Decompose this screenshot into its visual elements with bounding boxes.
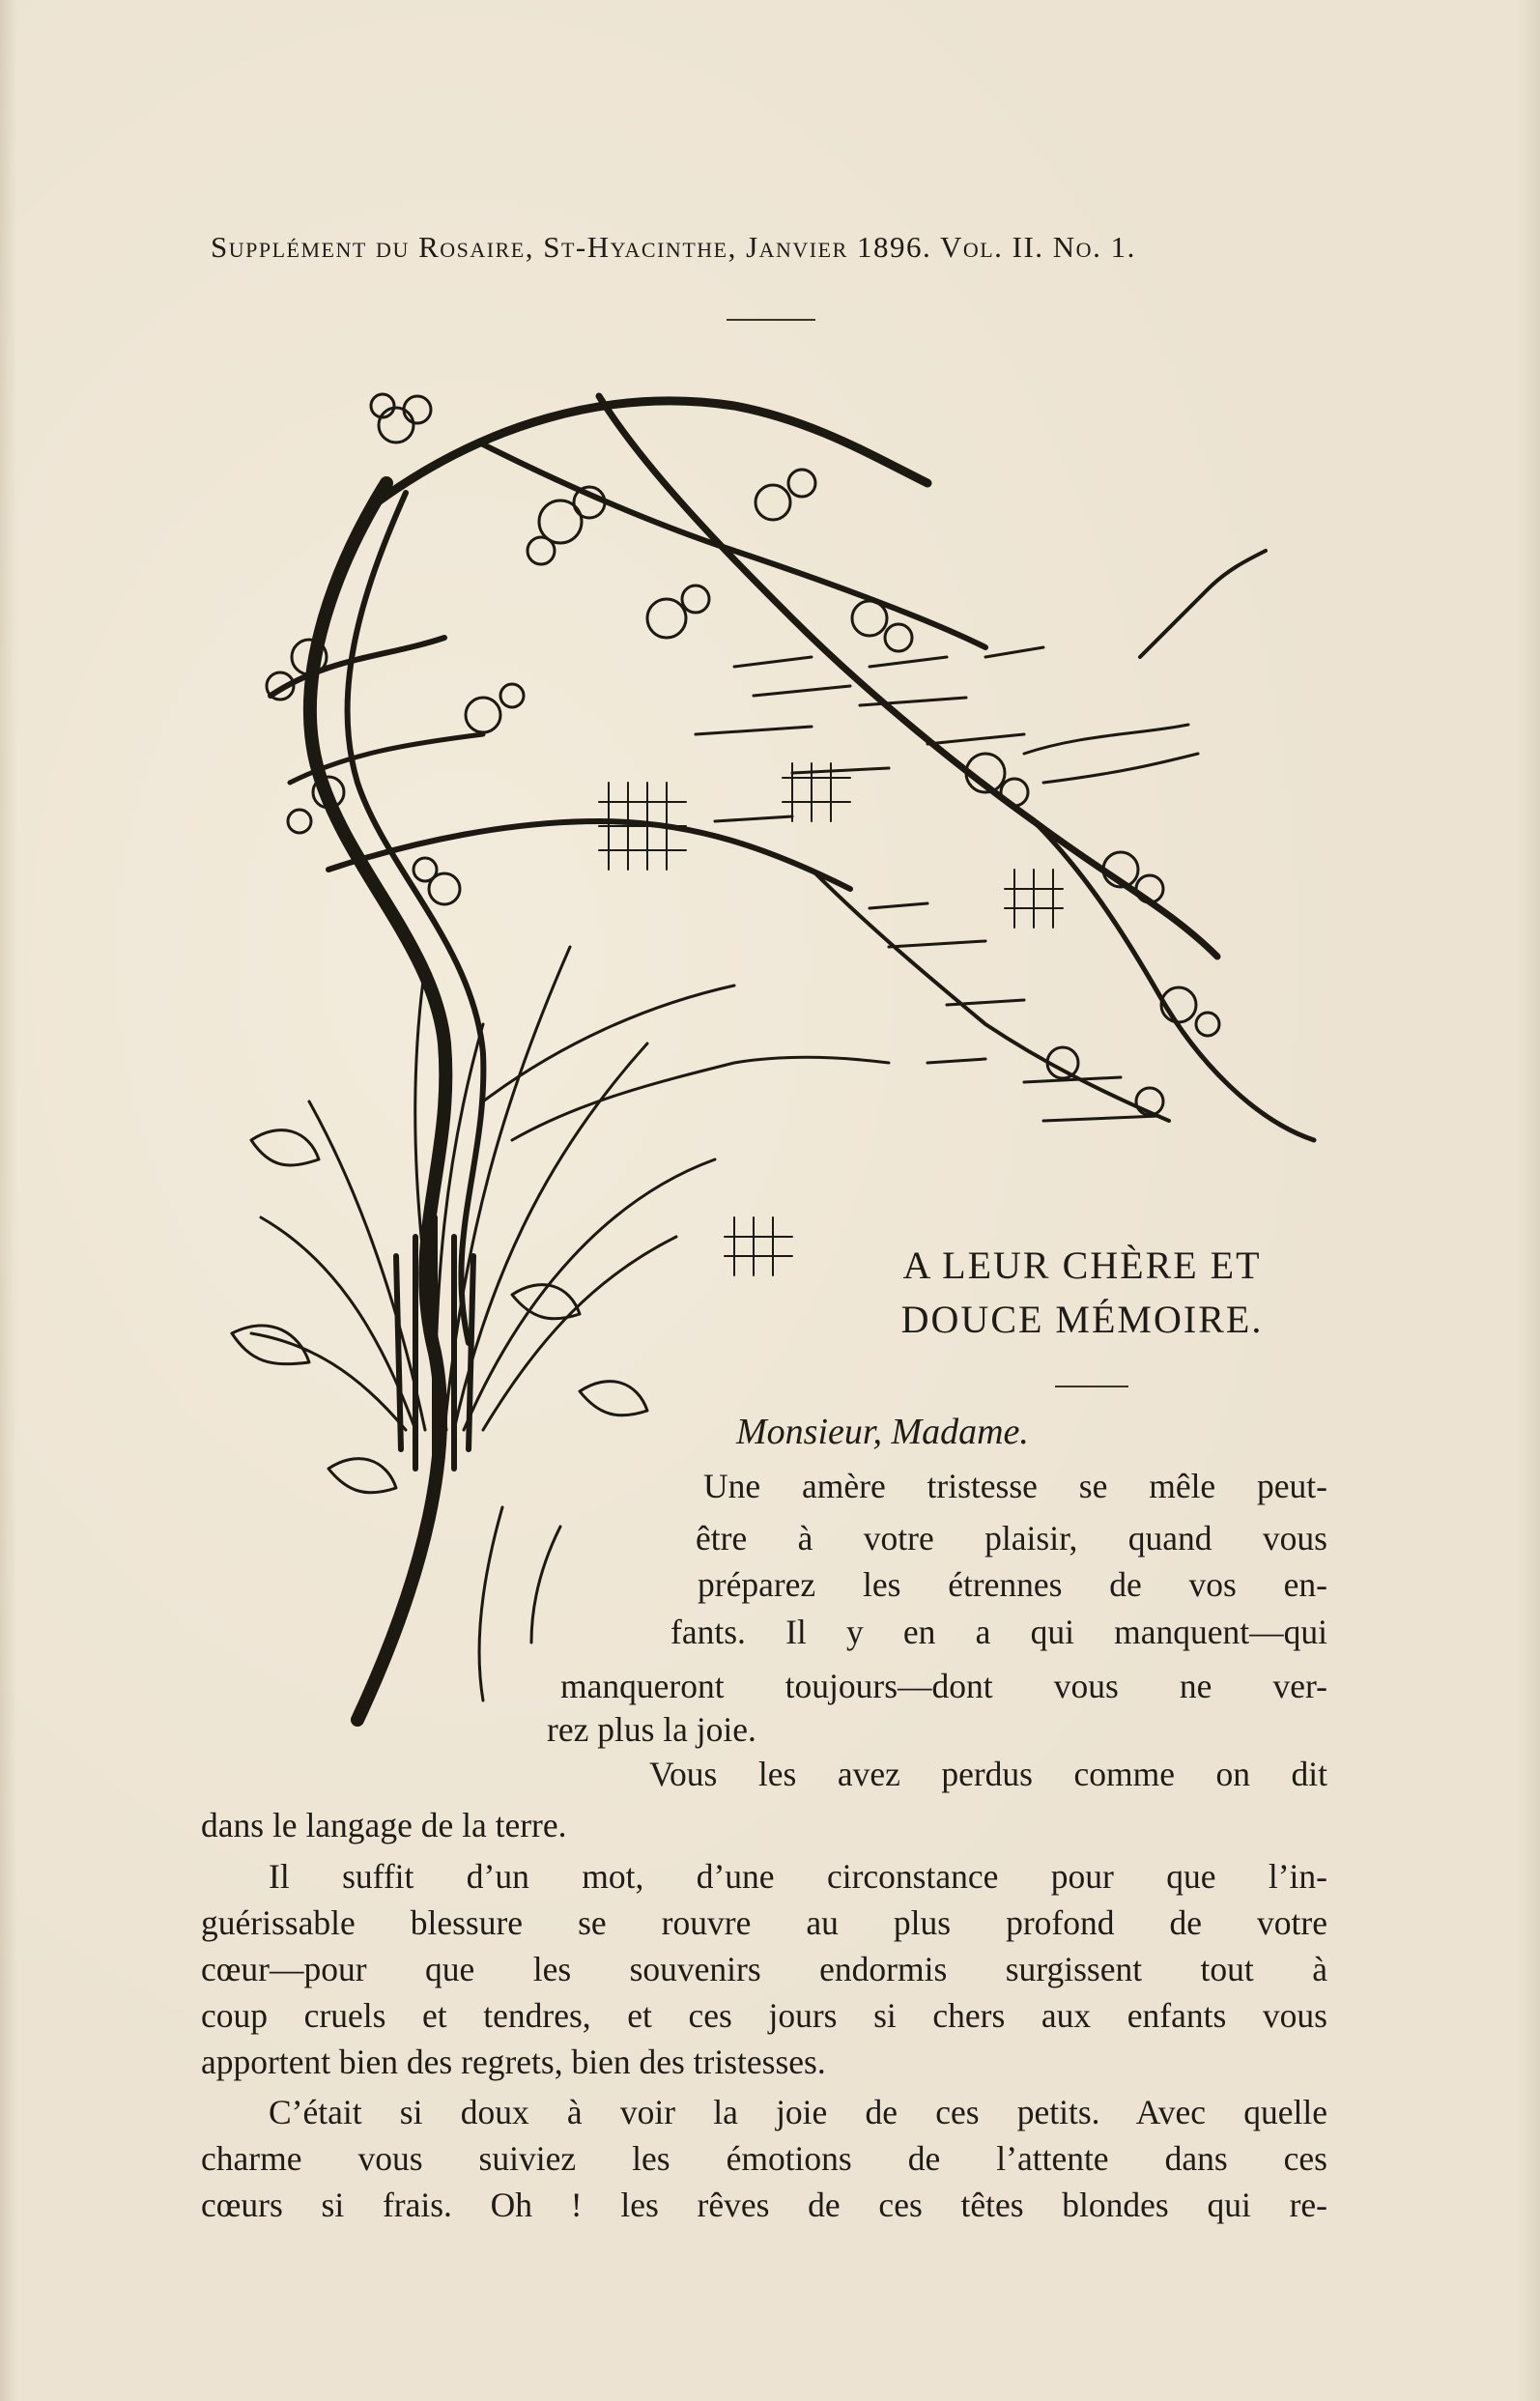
- body-line: Vous les avez perdus comme on dit: [649, 1755, 1327, 1793]
- body-line: manqueront toujours—dont vous ne ver-: [560, 1667, 1327, 1705]
- title-line-1: A LEUR CHÈRE ET: [902, 1243, 1262, 1287]
- body-line: rez plus la joie.: [547, 1710, 756, 1749]
- body-line: être à votre plaisir, quand vous: [696, 1519, 1327, 1558]
- salutation: [736, 1411, 1029, 1453]
- body-line: Une amère tristesse se mêle peut-: [703, 1467, 1327, 1505]
- body-line: apportent bien des regrets, bien des tristesses.: [201, 2043, 826, 2081]
- dedication-title: [812, 1239, 1353, 1347]
- body-line: charme vous suiviez les émotions de l’attente dans ces: [201, 2139, 1327, 2178]
- body-line: cœur—pour que les souvenirs endormis surgissent tout à: [201, 1950, 1327, 1988]
- body-line: cœurs si frais. Oh ! les rêves de ces têtes blondes qui re-: [201, 2186, 1327, 2224]
- body-line: coup cruels et tendres, et ces jours si chers aux enfants vous: [201, 1996, 1327, 2035]
- body-line: Il suffit d’un mot, d’une circonstance pour que l’in-: [269, 1857, 1327, 1896]
- body-line: dans le langage de la terre.: [201, 1806, 567, 1844]
- salutation-separator: ,: [872, 1412, 892, 1452]
- body-line: guérissable blessure se rouvre au plus profond de votre: [201, 1903, 1327, 1942]
- body-line: fants. Il y en a qui manquent—qui: [670, 1613, 1327, 1651]
- body-line: préparez les étrennes de vos en-: [698, 1565, 1327, 1604]
- title-divider: [1055, 1386, 1128, 1387]
- header-divider: [727, 319, 815, 321]
- salutation-monsieur: Monsieur: [736, 1412, 873, 1452]
- salutation-madame: Madame.: [891, 1412, 1029, 1452]
- title-line-2: DOUCE MÉMOIRE.: [900, 1298, 1264, 1341]
- running-head: Supplément du Rosaire, St-Hyacinthe, Janvier 1896. Vol. II. No. 1.: [211, 230, 1136, 264]
- body-line: C’était si doux à voir la joie de ces petits. Avec quelle: [269, 2093, 1327, 2131]
